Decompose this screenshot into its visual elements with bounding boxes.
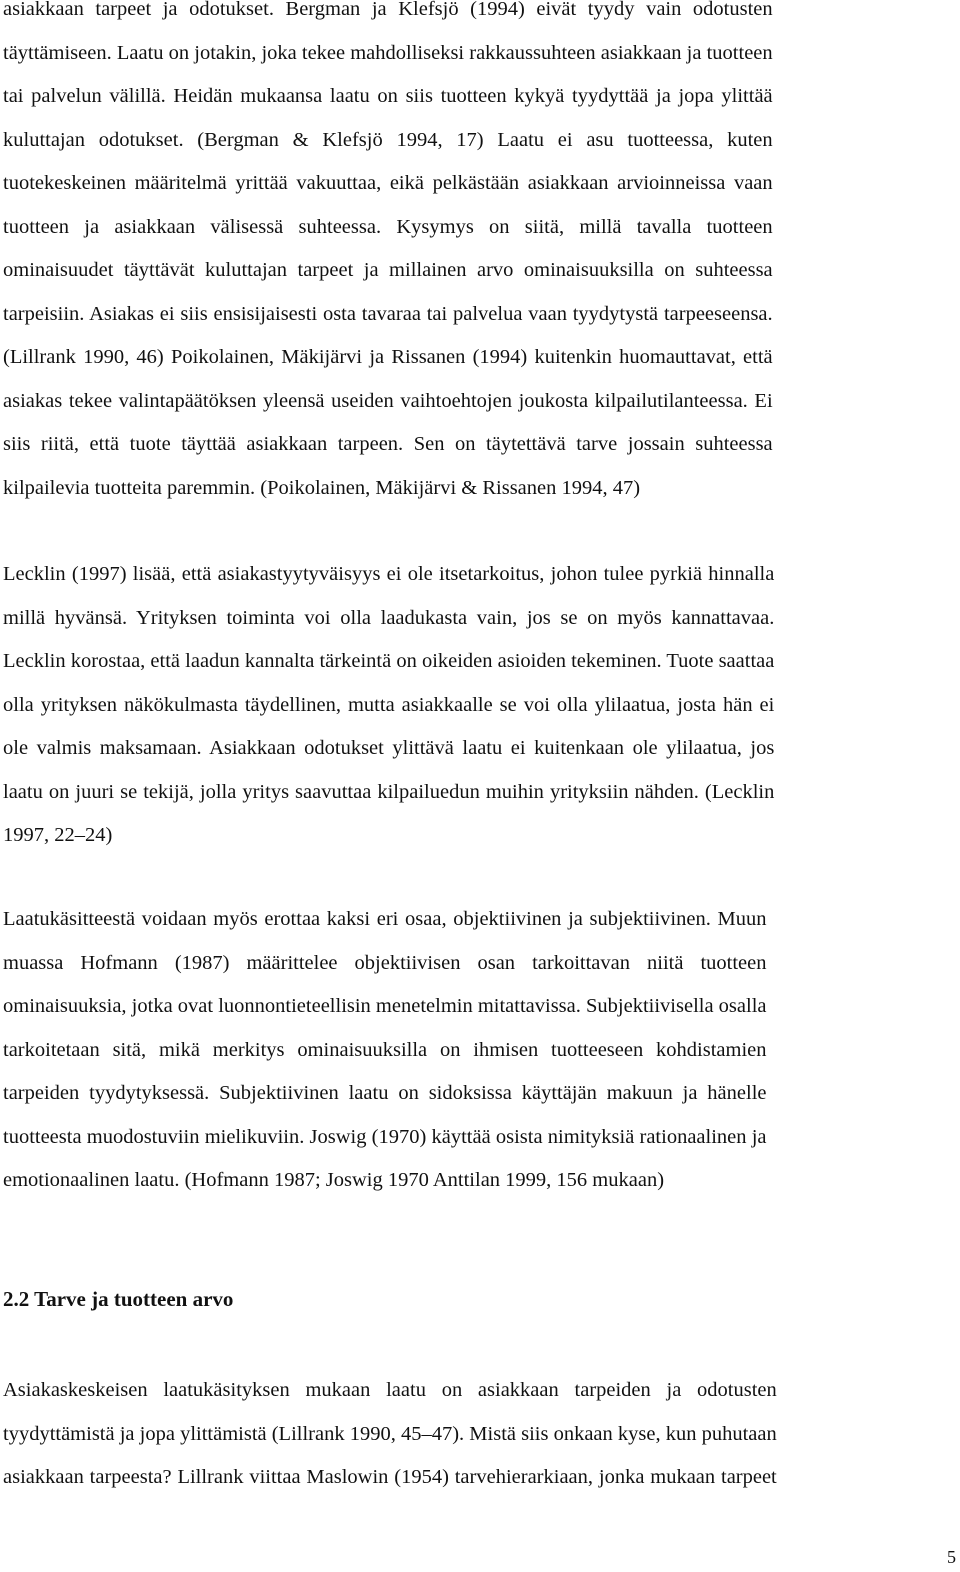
text-line: ominaisuuksia, jotka ovat luonnontieteellisin menetelmin mitattavissa. Subjektiivisella osalla — [3, 995, 767, 1017]
text-line: tuotekeskeinen määritelmä yrittää vakuuttaa, eikä pelkästään asiakkaan arvioinneissa vaan — [3, 172, 773, 194]
text-line: asiakas tekee valintapäätöksen yleensä useiden vaihtoehtojen joukosta kilpailutilanteessa. Ei — [3, 389, 773, 412]
text-line: olla yrityksen näkökulmasta täydellinen, mutta asiakkaalle se voi olla ylilaatua, josta hän ei — [3, 693, 775, 716]
text-line: tuotteen ja asiakkaan välisessä suhteessa. Kysymys on siitä, millä tavalla tuotteen — [3, 215, 773, 238]
text-line: Lecklin (1997) lisää, että asiakastyytyväisyys ei ole itsetarkoitus, johon tulee pyrkiä hinnalla — [3, 563, 775, 585]
text-line: kilpailevia tuotteita paremmin. (Poikolainen, Mäkijärvi & Rissanen 1994, 47) — [3, 476, 641, 499]
text-line: emotionaalinen laatu. (Hofmann 1987; Joswig 1970 Anttilan 1999, 156 mukaan) — [3, 1169, 665, 1191]
text-line: tyydyttämistä ja jopa ylittämistä (Lillrank 1990, 45–47). Mistä siis onkaan kyse, kun puhutaan — [3, 1422, 777, 1445]
paragraph-lecklin — [3, 553, 774, 858]
paragraph-objective-subjective — [3, 898, 767, 1203]
text-line: tai palvelun välillä. Heidän mukaansa laatu on siis tuotteen kykyä tyydyttää ja jopa ylittää — [3, 85, 773, 107]
text-line: asiakkaan tarpeesta? Lillrank viittaa Maslowin (1954) tarvehierarkiaan, jonka mukaan tarpeet — [3, 1466, 777, 1488]
text-line: kuluttajan odotukset. (Bergman & Klefsjö 1994, 17) Laatu ei asu tuotteessa, kuten — [3, 128, 773, 151]
text-line: muassa Hofmann (1987) määrittelee objektiivisen osan tarkoittavan niitä tuotteen — [3, 951, 767, 974]
text-line: tuotteesta muodostuviin mielikuviin. Joswig (1970) käyttää osista nimityksiä rationaalinen ja — [3, 1125, 767, 1148]
text-line: tarpeiden tyydytyksessä. Subjektiivinen laatu on sidoksissa käyttäjän makuun ja hänelle — [3, 1082, 767, 1104]
text-line: tarkoitetaan sitä, mikä merkitys ominaisuuksilla on ihmisen tuotteeseen kohdistamien — [3, 1038, 767, 1061]
paragraph-need-value — [3, 1369, 777, 1500]
text-line: ominaisuudet täyttävät kuluttajan tarpeet ja millainen arvo ominaisuuksilla on suhteessa — [3, 259, 773, 281]
page-number: 5 — [947, 1547, 956, 1567]
text-line: ole valmis maksamaan. Asiakkaan odotukset ylittävä laatu ei kuitenkaan ole ylilaatua, jos — [3, 737, 775, 759]
text-line: Lecklin korostaa, että laadun kannalta tärkeintä on oikeiden asioiden tekeminen. Tuote saattaa — [3, 650, 775, 672]
text-line: asiakkaan tarpeet ja odotukset. Bergman ja Klefsjö (1994) eivät tyydy vain odotusten — [3, 0, 773, 20]
text-line: 1997, 22–24) — [3, 824, 113, 846]
text-line: (Lillrank 1990, 46) Poikolainen, Mäkijärvi ja Rissanen (1994) kuitenkin huomauttavat, että — [3, 346, 773, 368]
text-line: Asiakaskeskeisen laatukäsityksen mukaan laatu on asiakkaan tarpeiden ja odotusten — [3, 1379, 777, 1401]
text-line: millä hyvänsä. Yrityksen toiminta voi olla laadukasta vain, jos se on myös kannattavaa. — [3, 606, 775, 629]
text-line: tarpeisiin. Asiakas ei siis ensisijaisesti osta tavaraa tai palvelua vaan tyydytystä tarpeeseensa. — [3, 302, 773, 325]
paragraph-quality-relationship — [3, 0, 773, 510]
text-line: Laatukäsitteestä voidaan myös erottaa kaksi eri osaa, objektiivinen ja subjektiivinen. Muun — [3, 908, 767, 930]
section-heading: 2.2 Tarve ja tuotteen arvo — [3, 1287, 234, 1311]
text-line: täyttämiseen. Laatu on jotakin, joka tekee mahdolliseksi rakkaussuhteen asiakkaan ja tuotteen — [3, 41, 773, 64]
text-line: laatu on juuri se tekijä, jolla yritys saavuttaa kilpailuedun muihin yrityksiin nähden. (Lecklin — [3, 780, 775, 803]
text-line: siis riitä, että tuote täyttää asiakkaan tarpeen. Sen on täytettävä tarve jossain suhteessa — [3, 433, 773, 455]
